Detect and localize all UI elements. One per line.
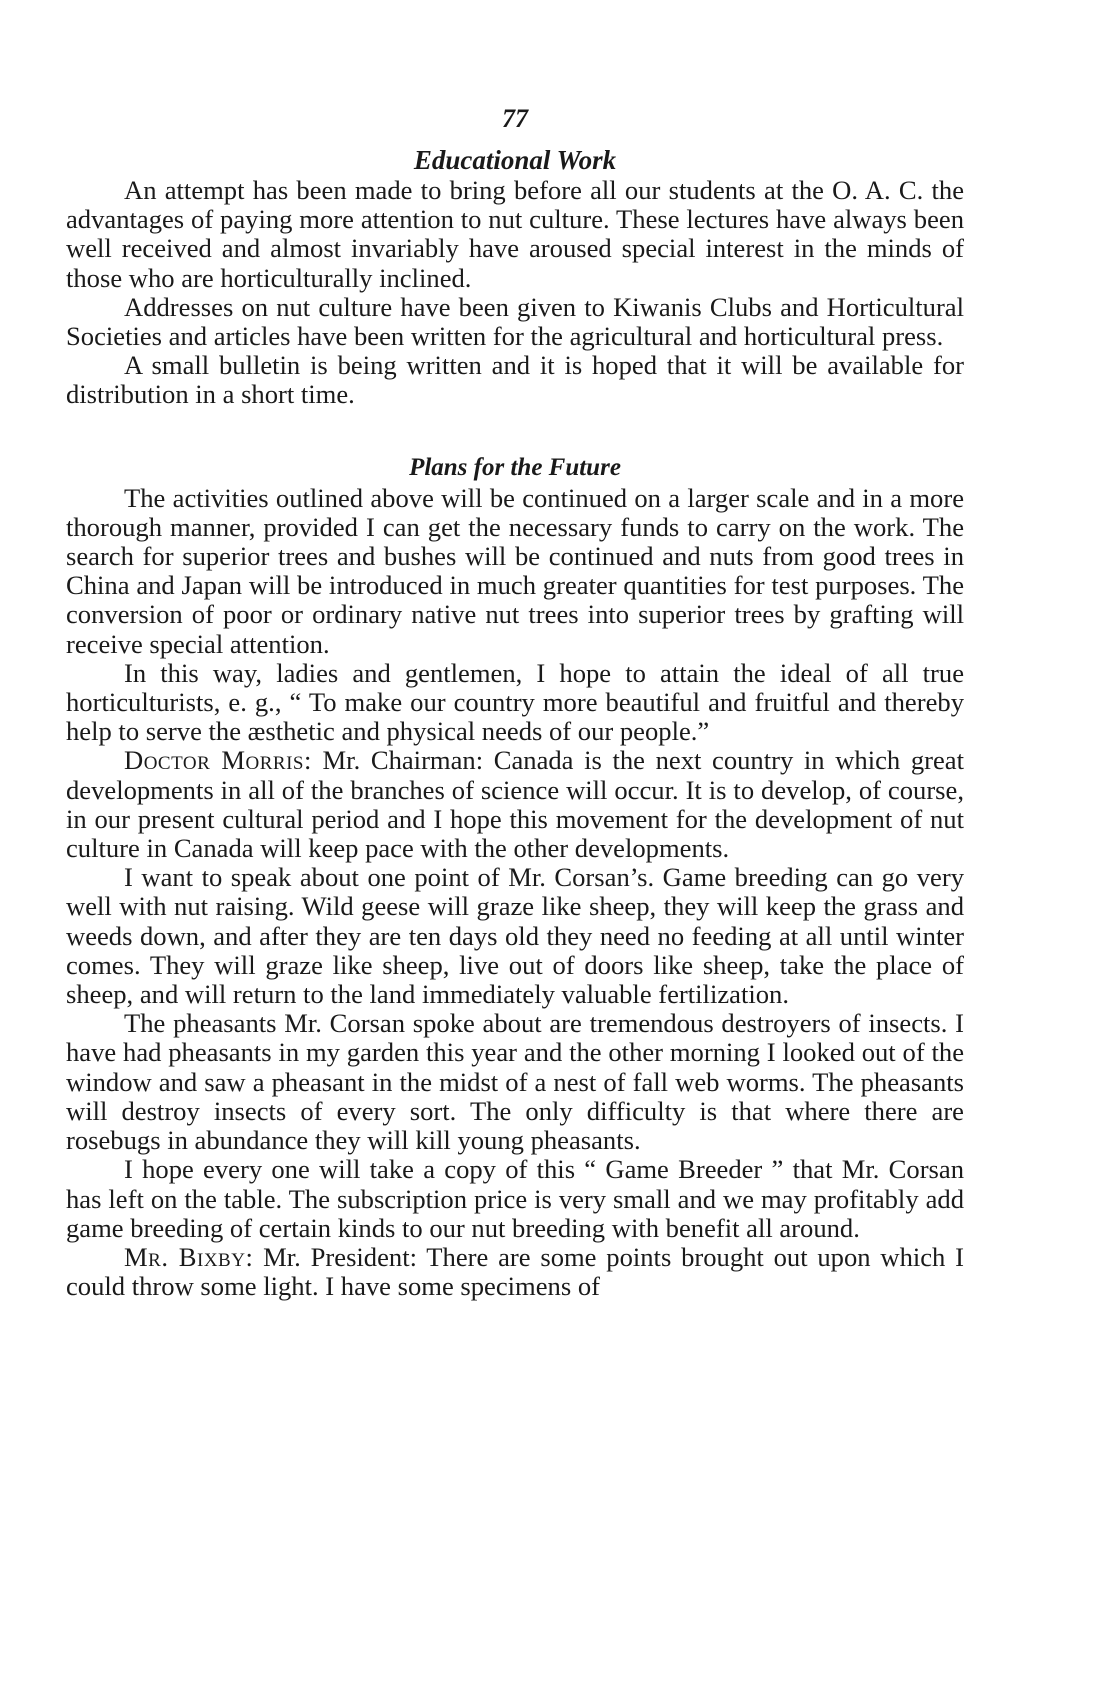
paragraph: The activities outlined above will be continued on a larger scale and in a more thorough manner, provided I can get the necessary funds to carry on the work. The search for superior trees and bushes will be continued and nuts from good trees in China and Japan will be introduced in much greater quantities for test purposes. The conversion of poor or ordinary native nut trees into superior trees by grafting will receive special attention. [66,482,964,659]
document-page [66,104,964,1301]
section-heading-plans-for-the-future: Plans for the Future [409,453,621,481]
section-gap [66,410,964,452]
section-heading-educational-work: Educational Work [413,145,617,175]
paragraph: The pheasants Mr. Corsan spoke about are tremendous destroyers of insects. I have had pheasants in my garden this year and the other morning I looked out of the window and saw a pheasant in the midst of a nest of fall web worms. The pheasants will destroy insects of every sort. The only difficulty is that where there are rosebugs in abundance they will kill young pheasants. [66,1008,964,1156]
paragraph: I want to speak about one point of Mr. Corsan’s. Game breeding can go very well with nut raising. Wild geese will graze like sheep, they will keep the grass and weeds down, and after they are ten days old they need no feeding at all until winter comes. They will graze like sheep, live out of doors like sheep, take the place of sheep, and will return to the land immediately valuable fertilization. [66,862,964,1010]
speaker-name: Mr. Bixby: [124,1241,254,1272]
paragraph: In this way, ladies and gentlemen, I hope to attain the ideal of all true horticulturists, e. g., “ To make our country more beautiful and fruitful and thereby help to serve the æsthetic and physical needs of our people.” [66,657,964,747]
paragraph: Addresses on nut culture have been given to Kiwanis Clubs and Horticultural Societies and articles have been written for the agricultural and horticultural press. [66,291,964,352]
paragraph: A small bulletin is being written and it is hoped that it will be available for distribution in a short time. [66,350,964,410]
speech-text: Mr. Chairman: Canada is the next country in which great developments in all of the branches of science will occur. It is to develop, of course, in our present cultural period and I hope this movement for the development of nut culture in Canada will keep pace with the other developments. [66,745,964,864]
page-number: 77 [502,104,528,133]
speaker-paragraph-morris [66,746,964,863]
paragraph: An attempt has been made to bring before all our students at the O. A. C. the advantages of paying more attention to nut culture. These lectures have always been well received and almost invariably have aroused special interest in the minds of those who are horticulturally inclined. [66,175,964,293]
speech-text: Mr. President: There are some points brought out upon which I could throw some light. I have some specimens of [66,1241,964,1302]
speaker-paragraph-bixby [66,1243,964,1301]
paragraph: I hope every one will take a copy of this “ Game Breeder ” that Mr. Corsan has left on the table. The subscription price is very small and we may profitably add game breeding of certain kinds to our nut breeding with benefit all around. [66,1154,964,1243]
speaker-name: Doctor Morris: [124,745,312,776]
